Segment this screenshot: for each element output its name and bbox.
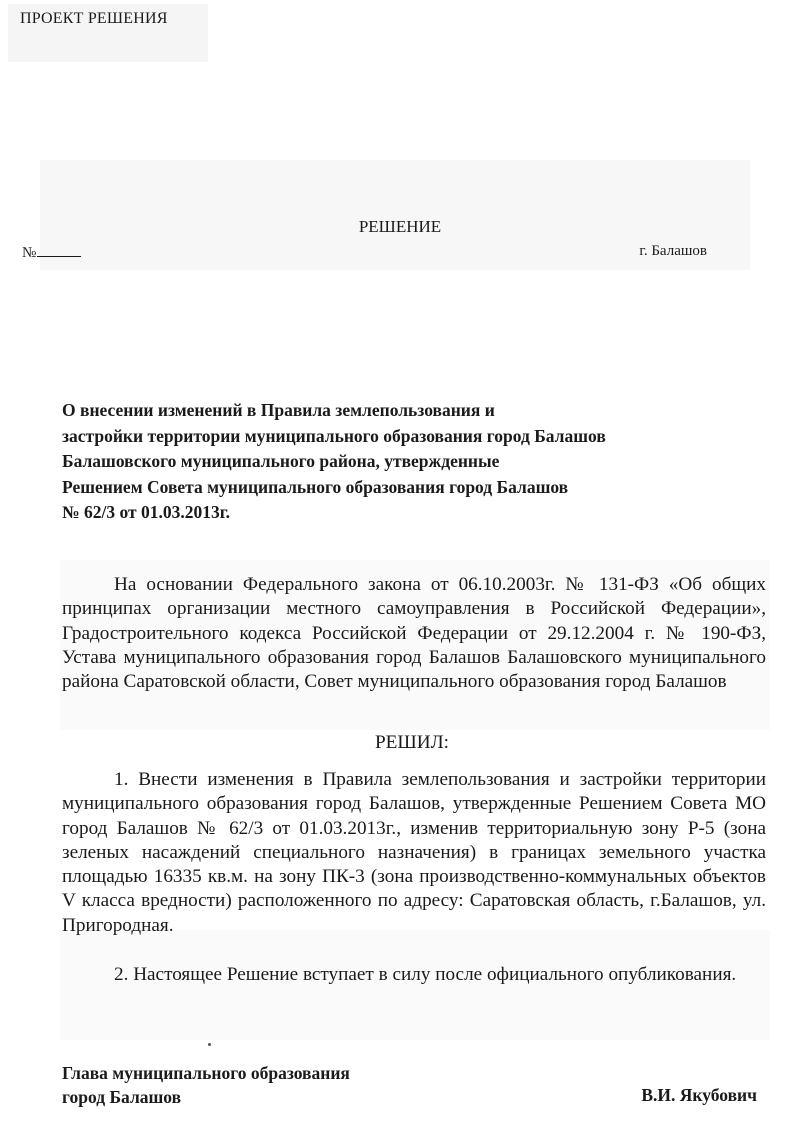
document-title: РЕШЕНИЕ (358, 217, 442, 236)
resolved-heading: РЕШИЛ: (375, 732, 449, 753)
resolution-item-2: 2. Настоящее Решение вступает в силу после официального опубликования. (114, 964, 737, 985)
subject-line: № 62/3 от 01.03.2013г. (62, 502, 231, 522)
number-sign: № (22, 245, 37, 261)
subject-line: застройки территории муниципального образования город Балашов (62, 425, 606, 446)
signatory-name: В.И. Якубович (641, 1085, 757, 1105)
subject-line: Балашовского муниципального района, утвержденные (62, 451, 500, 471)
signatory-position (62, 1061, 350, 1109)
subject-line: О внесении изменений в Правила землепользования и (62, 400, 495, 420)
resolution-item-1: 1. Внести изменения в Правила землепользования и застройки территории муниципального образования город Балашов, утвержденные Решением Совета МО город Балашов № 62/3 от 01.03.2013г., изменив территориальную зону Р-5 (зона зеленых насаждений специального назначения) в границах земельного участка площадью 16335 кв.м. на зону ПК-3 (зона производственно-коммунальных объектов V класса вредности) расположенного по адресу: Саратовская область, г.Балашов, ул. Пригородная. (62, 769, 766, 936)
draft-label: ПРОЕКТ РЕШЕНИЯ (20, 10, 168, 27)
document-city: г. Балашов (639, 243, 707, 259)
signatory-position-line: город Балашов (62, 1087, 182, 1107)
preamble-paragraph: На основании Федерального закона от 06.10.2003г. № 131-ФЗ «Об общих принципах организации местного самоуправления в Российской Федерации», Градостроительного кодекса Российской Федерации от 29.12.2004 г. № 190-ФЗ, Устава муниципального образования город Балашов Балашовского муниципального района Саратовской области, Совет муниципального образования город Балашов (62, 574, 766, 693)
document-number (22, 243, 81, 262)
subject-heading (62, 398, 752, 526)
signatory-position-line: Глава муниципального образования (62, 1063, 350, 1083)
number-blank (37, 243, 81, 257)
scan-speck (208, 1043, 211, 1046)
subject-line: Решением Совета муниципального образования город Балашов (62, 476, 569, 497)
